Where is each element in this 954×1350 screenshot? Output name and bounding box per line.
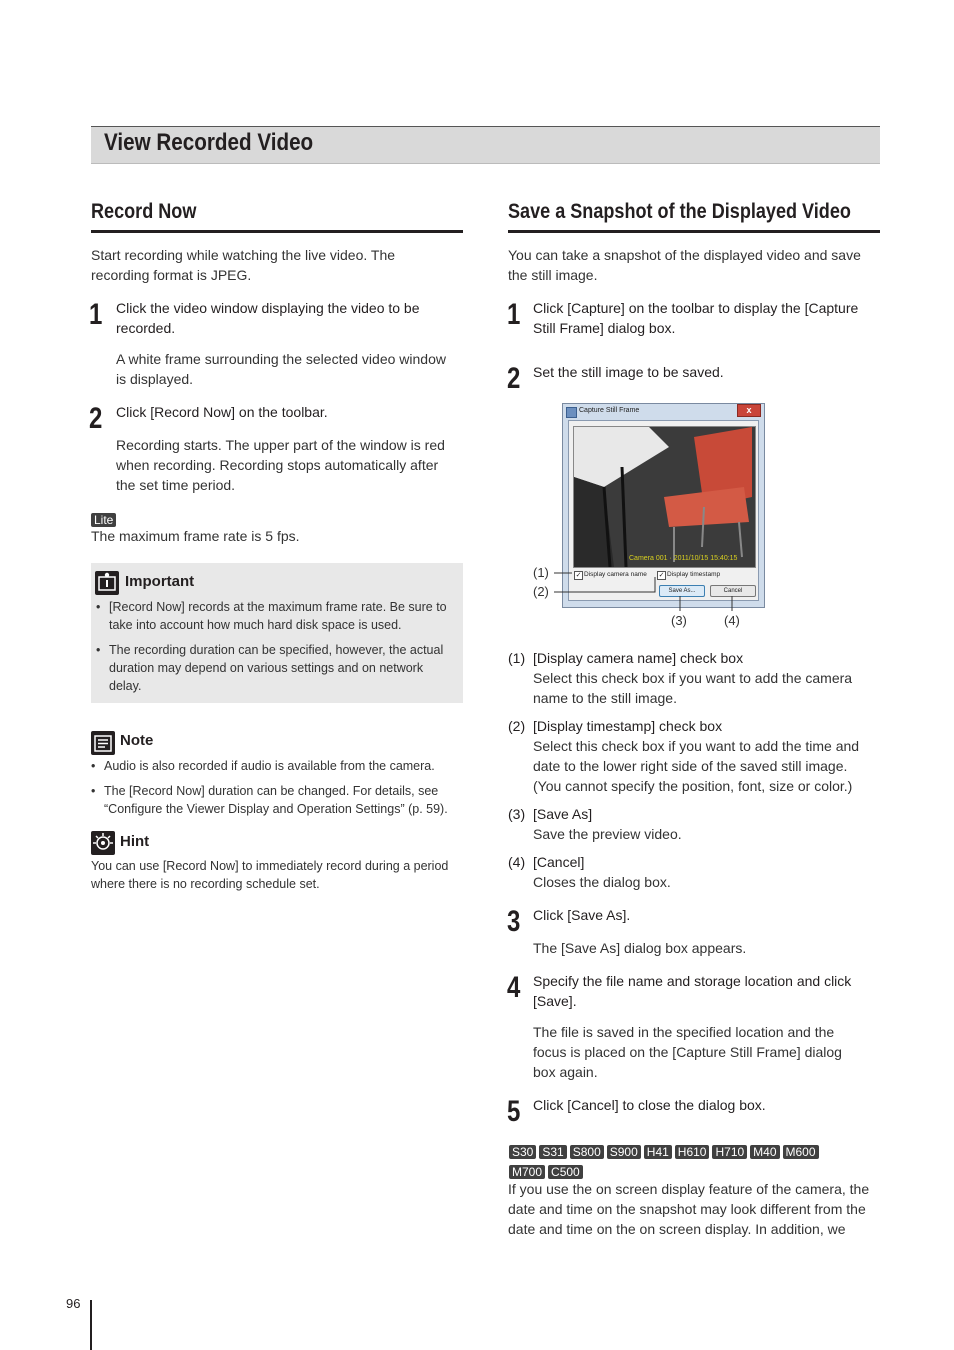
page-title-bar — [91, 126, 880, 164]
detail-line: when recording. Recording stops automatically after — [116, 457, 439, 473]
definition-item — [508, 804, 888, 852]
detail-line: the set time period. — [116, 477, 236, 493]
list-item — [87, 782, 465, 818]
model-badge: M700 — [509, 1165, 545, 1179]
step-line: [Save]. — [533, 993, 577, 1009]
callout-definitions — [508, 648, 888, 900]
step-number: 1 — [89, 298, 103, 331]
step-line: Specify the file name and storage location and click — [533, 973, 852, 989]
desc-line: (You cannot specify the position, font, size or color.) — [533, 778, 853, 794]
close-icon: x — [746, 405, 752, 415]
list-item — [92, 598, 462, 634]
dialog-title: Capture Still Frame — [579, 407, 640, 414]
step-instruction — [533, 298, 883, 338]
dialog-title-bar — [563, 404, 764, 420]
display-camera-name-checkbox[interactable]: ✓ — [575, 572, 582, 579]
intro-line: Start recording while watching the live video. The — [91, 247, 396, 263]
callout-2: (2) — [533, 584, 549, 599]
step-instruction — [533, 1095, 883, 1115]
step-number: 5 — [507, 1095, 521, 1128]
important-title: Important — [125, 573, 195, 590]
important-list — [92, 598, 462, 702]
step-line: Click the video window displaying the video to be — [116, 300, 420, 316]
step-number: 2 — [89, 402, 103, 435]
step-instruction — [533, 971, 883, 1011]
note-icon — [91, 731, 115, 755]
desc-line: name to the still image. — [533, 690, 677, 706]
intro-line: the still image. — [508, 267, 598, 283]
definition-label: (3) — [508, 806, 526, 822]
display-timestamp-checkbox[interactable]: ✓ — [658, 572, 665, 579]
step-instruction — [533, 362, 883, 382]
model-badge: S31 — [539, 1145, 566, 1159]
step-line: Click [Cancel] to close the dialog box. — [533, 1097, 766, 1113]
hint-text — [91, 857, 469, 893]
desc-line: date to the lower right side of the saved still image. — [533, 758, 848, 774]
display-camera-name-label: Display camera name — [584, 571, 647, 578]
definition-desc — [533, 872, 671, 892]
step-detail — [533, 938, 883, 958]
desc-line: Select this check box if you want to add the time and — [533, 738, 860, 754]
step-line: Set the still image to be saved. — [533, 364, 724, 380]
desc-line: Closes the dialog box. — [533, 874, 671, 890]
step-number: 2 — [507, 362, 521, 395]
step-instruction — [116, 402, 466, 422]
hint-icon — [91, 831, 115, 855]
step-line: Still Frame] dialog box. — [533, 320, 676, 336]
definition-label: (1) — [508, 650, 526, 666]
definition-item — [508, 852, 888, 900]
step-detail — [533, 1022, 883, 1082]
display-timestamp-label: Display timestamp — [667, 571, 721, 578]
list-item — [87, 757, 465, 775]
detail-line: The file is saved in the specified location and the — [533, 1024, 835, 1040]
model-badge: H710 — [712, 1145, 747, 1159]
step-number: 1 — [507, 298, 521, 331]
definition-label: (4) — [508, 854, 526, 870]
record-now-intro — [91, 245, 463, 285]
save-as-button[interactable]: Save As... — [659, 585, 705, 597]
callout-3: (3) — [671, 613, 687, 628]
definition-title: [Cancel] — [533, 854, 585, 870]
step-detail — [116, 435, 466, 495]
step-number: 3 — [507, 905, 521, 938]
note-line: date and time on the on screen display. In addition, we — [508, 1221, 846, 1237]
section-heading-save-snapshot: Save a Snapshot of the Displayed Video — [508, 200, 851, 223]
step-line: Click [Save As]. — [533, 907, 631, 923]
detail-line: A white frame surrounding the selected video window — [116, 351, 446, 367]
step-instruction — [533, 905, 883, 925]
important-box — [91, 563, 463, 703]
definition-title: [Display camera name] check box — [533, 650, 744, 666]
timestamp-overlay: Camera 001 · 2011/10/15 15:40:15 — [629, 555, 738, 562]
detail-line: box again. — [533, 1064, 598, 1080]
cancel-button[interactable]: Cancel — [710, 585, 756, 597]
list-item-line: • Audio is also recorded if audio is available from the camera. — [104, 759, 435, 773]
step-line: recorded. — [116, 320, 176, 336]
section-heading-record-now: Record Now — [91, 200, 197, 223]
intro-line: recording format is JPEG. — [91, 267, 252, 283]
hint-line: where there is no recording schedule set. — [91, 877, 320, 891]
step-line: Click [Capture] on the toolbar to display the [Capture — [533, 300, 859, 316]
snapshot-intro — [508, 245, 888, 285]
page-title: View Recorded Video — [104, 129, 314, 156]
section-rule — [91, 230, 463, 233]
note-line: date and time on the snapshot may look different from the — [508, 1201, 866, 1217]
note-title: Note — [120, 732, 154, 749]
model-badge: S900 — [607, 1145, 641, 1159]
lite-text: The maximum frame rate is 5 fps. — [91, 528, 300, 544]
model-badge: M40 — [750, 1145, 779, 1159]
step-number: 4 — [507, 971, 521, 1004]
definition-label: (2) — [508, 718, 526, 734]
page-number: 96 — [66, 1296, 81, 1311]
definition-title: [Save As] — [533, 806, 593, 822]
video-preview — [573, 426, 756, 568]
model-badge: C500 — [548, 1165, 583, 1179]
hint-line: You can use [Record Now] to immediately record during a period — [91, 859, 449, 873]
desc-line: Select this check box if you want to add the camera — [533, 670, 853, 686]
section-rule — [508, 230, 880, 233]
intro-line: You can take a snapshot of the displayed video and save — [508, 247, 861, 263]
hint-title: Hint — [120, 833, 150, 850]
definition-desc — [533, 824, 682, 844]
step-detail — [116, 349, 466, 389]
note-line: If you use the on screen display feature of the camera, the — [508, 1181, 870, 1197]
callout-1: (1) — [533, 565, 549, 580]
model-badges-row-1 — [509, 1143, 881, 1161]
detail-line: The [Save As] dialog box appears. — [533, 940, 747, 956]
step-instruction — [116, 298, 466, 338]
list-item-line: delay. — [109, 679, 142, 693]
model-badge: H41 — [644, 1145, 672, 1159]
definition-desc — [533, 668, 852, 708]
note-list — [87, 757, 465, 825]
definition-title: [Display timestamp] check box — [533, 718, 723, 734]
list-item-line: “Configure the Viewer Display and Operation Settings” (p. 59). — [104, 802, 448, 816]
list-item-line: • [Record Now] records at the maximum frame rate. Be sure to — [109, 600, 447, 614]
close-button[interactable] — [737, 404, 761, 417]
model-badge: H610 — [675, 1145, 710, 1159]
lite-badge-label: Lite — [91, 513, 116, 527]
model-badge: S30 — [509, 1145, 536, 1159]
app-icon — [566, 407, 577, 418]
list-item-line: • The recording duration can be specified, however, the actual — [109, 643, 444, 657]
definition-item — [508, 716, 888, 804]
detail-line: is displayed. — [116, 371, 194, 387]
footer-rule — [90, 1300, 92, 1350]
models-note — [508, 1179, 888, 1239]
list-item-line: duration may depend on various settings and on network — [109, 661, 424, 675]
detail-line: focus is placed on the [Capture Still Frame] dialog — [533, 1044, 842, 1060]
definition-desc — [533, 736, 859, 796]
step-line: Click [Record Now] on the toolbar. — [116, 404, 328, 420]
model-badge: S800 — [570, 1145, 604, 1159]
desc-line: Save the preview video. — [533, 826, 682, 842]
important-icon — [95, 571, 119, 595]
detail-line: Recording starts. The upper part of the window is red — [116, 437, 445, 453]
list-item-line: • The [Record Now] duration can be changed. For details, see — [104, 784, 439, 798]
list-item-line: take into account how much hard disk space is used. — [109, 618, 402, 632]
definition-item — [508, 648, 888, 716]
list-item — [92, 641, 462, 695]
callout-4: (4) — [724, 613, 740, 628]
model-badge: M600 — [783, 1145, 819, 1159]
